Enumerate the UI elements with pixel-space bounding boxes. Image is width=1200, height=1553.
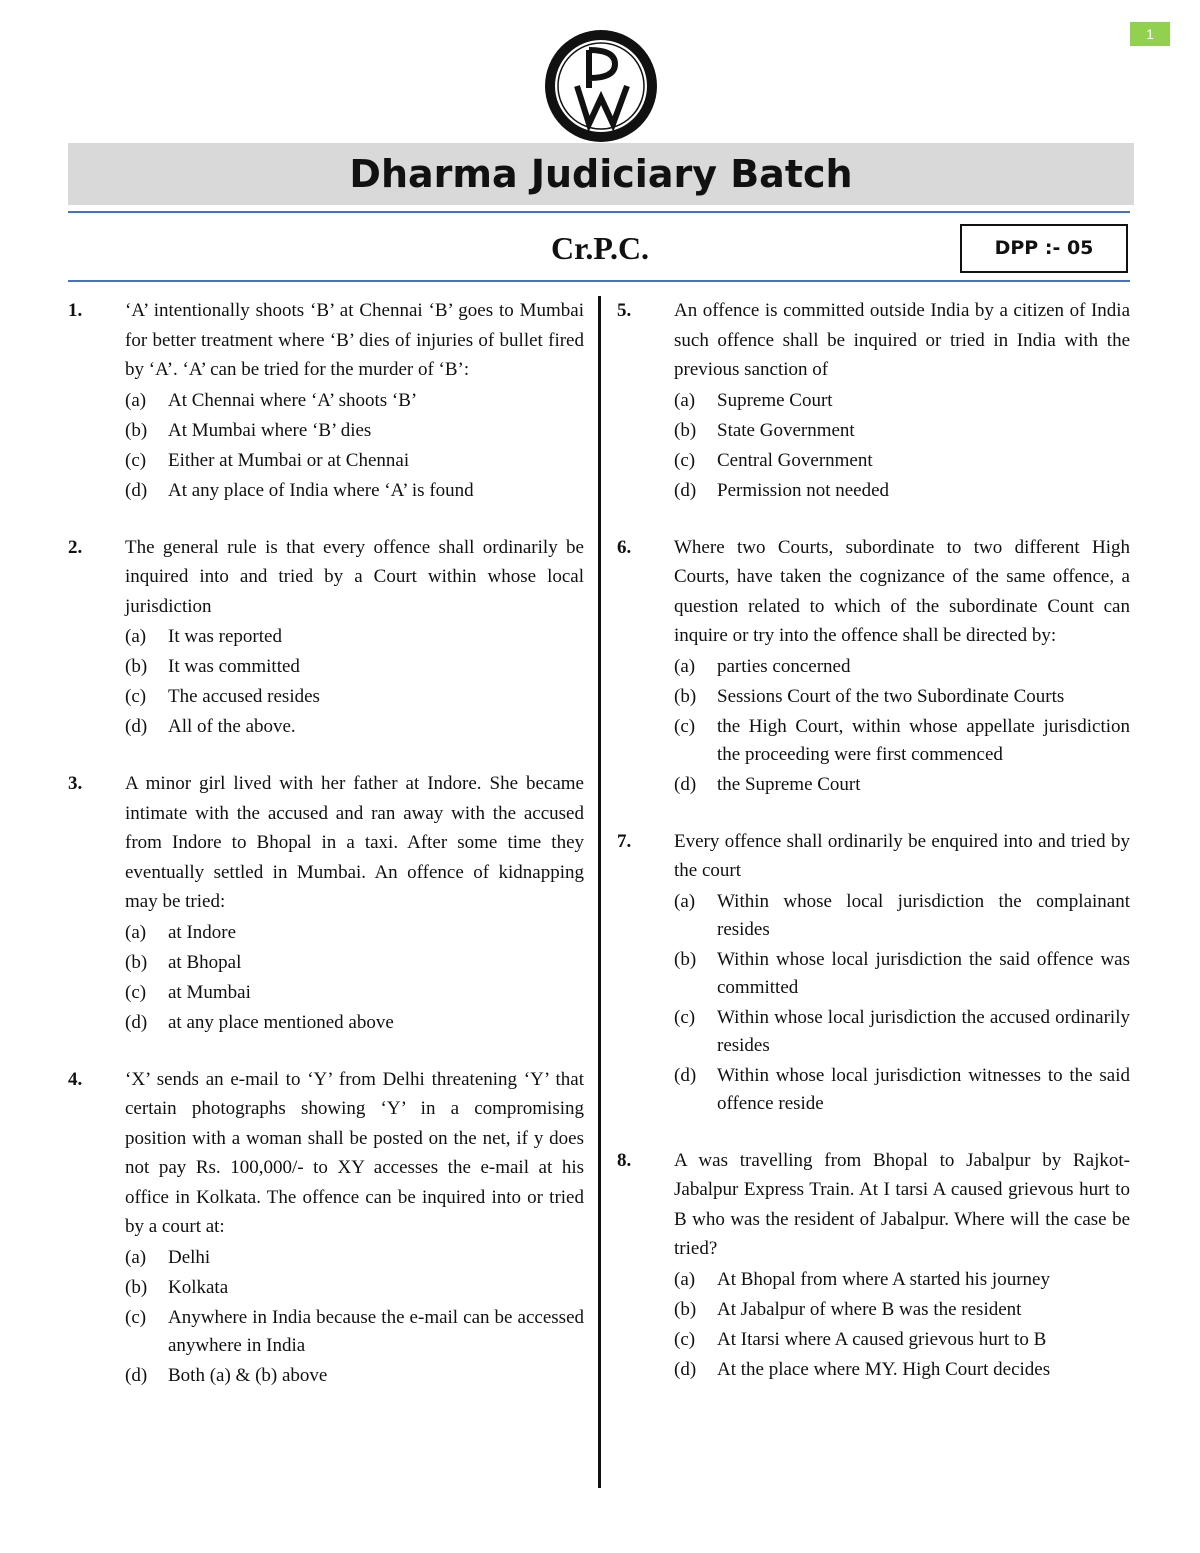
question-number: 4.	[68, 1068, 83, 1090]
option-label: (d)	[125, 1011, 148, 1033]
option-text: It was reported	[168, 626, 282, 647]
option-label: (b)	[125, 419, 148, 441]
option-label: (a)	[674, 890, 696, 912]
option-text: All of the above.	[168, 716, 296, 737]
option-label: (c)	[125, 981, 147, 1003]
option-text: Either at Mumbai or at Chennai	[168, 449, 410, 471]
option-text: At any place of India where ‘A’ is found	[168, 479, 474, 501]
option-item	[125, 1304, 584, 1360]
option-item	[125, 653, 584, 681]
option-text: Permission not needed	[717, 479, 890, 501]
option-item	[125, 1274, 584, 1302]
question-item	[68, 769, 584, 1037]
question-number: 5.	[617, 300, 632, 321]
option-text: It was committed	[168, 656, 300, 677]
batch-title: Dharma Judiciary Batch	[349, 152, 853, 196]
option-text: At Jabalpur of where B was the resident	[717, 1298, 1022, 1320]
option-text: Central Government	[717, 449, 873, 471]
option-label: (b)	[125, 951, 148, 973]
option-label: (d)	[125, 479, 148, 501]
option-label: (d)	[125, 1364, 148, 1386]
option-text: State Government	[717, 419, 855, 441]
option-text: Anywhere in India because the e-mail can be accessed anywhere in India	[168, 1306, 584, 1356]
option-label: (c)	[125, 1306, 147, 1328]
option-item	[125, 979, 584, 1007]
option-label: (c)	[674, 715, 696, 737]
option-text: At Itarsi where A caused grievous hurt to B	[717, 1328, 1047, 1350]
option-text: Within whose local jurisdiction the said offence was committed	[717, 948, 1130, 998]
option-text: Within whose local jurisdiction witnesses to the said offence reside	[717, 1064, 1130, 1114]
option-item	[125, 1244, 584, 1272]
option-label: (c)	[674, 1006, 696, 1028]
option-item	[125, 387, 584, 415]
option-item	[674, 1004, 1130, 1060]
option-item	[125, 1009, 584, 1037]
option-item	[674, 888, 1130, 944]
option-text: Both (a) & (b) above	[168, 1364, 328, 1386]
option-label: (b)	[674, 419, 697, 441]
question-head	[617, 533, 1130, 651]
option-item	[674, 713, 1130, 769]
option-list	[617, 1266, 1130, 1384]
option-text: Supreme Court	[717, 389, 833, 411]
option-label: (d)	[674, 773, 697, 795]
option-item	[674, 1296, 1130, 1324]
option-item	[674, 447, 1130, 475]
question-number: 8.	[617, 1149, 632, 1171]
option-text: At Mumbai where ‘B’ dies	[168, 419, 372, 441]
option-label: (a)	[674, 1268, 696, 1290]
title-bar	[68, 143, 1134, 205]
option-item	[125, 447, 584, 475]
option-item	[125, 623, 584, 651]
question-head	[68, 769, 584, 917]
option-item	[674, 1356, 1130, 1384]
option-label: (d)	[674, 1358, 697, 1380]
option-label: (b)	[125, 656, 148, 677]
option-text: Sessions Court of the two Subordinate Courts	[717, 685, 1065, 707]
header-rule-top	[68, 211, 1130, 213]
subject-title: Cr.P.C.	[550, 230, 650, 266]
option-list	[68, 1244, 584, 1390]
option-text: Kolkata	[168, 1276, 229, 1298]
option-list	[68, 919, 584, 1037]
question-number: 6.	[617, 536, 632, 558]
question-text: An offence is committed outside India by a citizen of India such offence shall be inquired or tried in India with the previous sanction of	[674, 300, 1130, 380]
question-number: 7.	[617, 830, 632, 852]
option-item	[674, 1266, 1130, 1294]
option-label: (c)	[125, 686, 147, 707]
option-item	[674, 946, 1130, 1002]
question-item	[68, 533, 584, 742]
question-text: The general rule is that every offence shall ordinarily be inquired into and tried by a Court within whose local jurisdiction	[125, 536, 584, 617]
option-label: (d)	[674, 479, 697, 501]
question-item	[68, 1065, 584, 1390]
option-item	[125, 949, 584, 977]
option-label: (d)	[125, 716, 148, 737]
page-number-badge: 1	[1130, 22, 1170, 46]
option-label: (b)	[125, 1276, 148, 1298]
question-text: Where two Courts, subordinate to two different High Courts, have taken the cognizance of the same offence, a question related to which of the subordinate Count can inquire or try into the offence shall be directed by:	[674, 536, 1130, 646]
option-item	[125, 919, 584, 947]
option-label: (c)	[125, 449, 147, 471]
option-label: (a)	[125, 1246, 147, 1268]
option-text: parties concerned	[717, 655, 851, 677]
option-text: the Supreme Court	[717, 773, 861, 795]
question-head	[68, 296, 584, 385]
option-text: Delhi	[168, 1246, 211, 1268]
option-item	[674, 771, 1130, 799]
option-label: (d)	[674, 1064, 697, 1086]
option-label: (a)	[125, 921, 147, 943]
option-label: (a)	[125, 626, 147, 647]
question-item	[617, 827, 1130, 1118]
header-rule-bottom	[68, 280, 1130, 282]
question-head	[617, 1146, 1130, 1264]
option-text: at Mumbai	[168, 981, 251, 1003]
option-label: (b)	[674, 948, 697, 970]
option-text: at any place mentioned above	[168, 1011, 394, 1033]
option-item	[674, 683, 1130, 711]
pw-logo	[543, 28, 659, 144]
option-item	[125, 713, 584, 741]
question-item	[617, 296, 1130, 505]
question-item	[68, 296, 584, 505]
option-list	[617, 888, 1130, 1118]
option-list	[617, 653, 1130, 799]
option-text: At Chennai where ‘A’ shoots ‘B’	[168, 389, 418, 411]
option-item	[674, 477, 1130, 505]
option-list	[68, 623, 584, 741]
option-text: Within whose local jurisdiction the accused ordinarily resides	[717, 1006, 1130, 1056]
question-head	[68, 1065, 584, 1242]
option-text: Within whose local jurisdiction the complainant resides	[717, 890, 1130, 940]
question-item	[617, 1146, 1130, 1384]
question-head	[68, 533, 584, 622]
option-list	[617, 387, 1130, 505]
option-item	[674, 653, 1130, 681]
question-number: 2.	[68, 536, 83, 558]
option-item	[674, 1326, 1130, 1354]
option-item	[125, 477, 584, 505]
option-text: at Bhopal	[168, 951, 242, 973]
question-item	[617, 533, 1130, 799]
option-text: At Bhopal from where A started his journey	[717, 1268, 1050, 1290]
option-label: (a)	[674, 389, 696, 411]
left-column	[68, 296, 584, 1418]
option-text: at Indore	[168, 921, 237, 943]
question-text: A minor girl lived with her father at Indore. She became intimate with the accused and ran away with the accused from Indore to Bhopal in a taxi. After some time they eventually settled in Mumbai. An offence of kidnapping may be tried:	[125, 773, 584, 912]
question-text: Every offence shall ordinarily be enquired into and tried by the court	[674, 830, 1130, 881]
question-number: 1.	[68, 300, 83, 321]
option-item	[125, 683, 584, 711]
option-label: (b)	[674, 685, 697, 707]
option-label: (a)	[125, 389, 147, 411]
option-label: (c)	[674, 1328, 696, 1350]
question-number: 3.	[68, 773, 83, 794]
question-text: ‘A’ intentionally shoots ‘B’ at Chennai ‘B’ goes to Mumbai for better treatment where ‘B’ dies of injuries of bullet fired by ‘A’. ‘A’ can be tried for the murder of ‘B’:	[125, 300, 584, 380]
option-item	[674, 387, 1130, 415]
option-label: (b)	[674, 1298, 697, 1320]
question-text: ‘X’ sends an e-mail to ‘Y’ from Delhi threatening ‘Y’ that certain photographs showing ‘Y’ in a compromising position with a woman shall be posted on the net, if y does not pay Rs. 100,000/- to XY accesses the e-mail at his office in Kolkata. The offence can be inquired into or tried by a court at:	[125, 1068, 584, 1237]
question-head	[617, 827, 1130, 886]
option-text: the High Court, within whose appellate jurisdiction the proceeding were first commenced	[717, 715, 1130, 765]
option-text: The accused resides	[168, 686, 320, 707]
option-item	[674, 1062, 1130, 1118]
dpp-number-box: DPP :- 05	[960, 224, 1128, 273]
option-item	[674, 417, 1130, 445]
option-label: (c)	[674, 449, 696, 471]
option-list	[68, 387, 584, 505]
right-column	[617, 296, 1130, 1412]
option-item	[125, 417, 584, 445]
column-divider	[598, 296, 601, 1488]
option-text: At the place where MY. High Court decides	[717, 1358, 1051, 1380]
question-text: A was travelling from Bhopal to Jabalpur by Rajkot-Jabalpur Express Train. At I tarsi A caused grievous hurt to B who was the resident of Jabalpur. Where will the case be tried?	[674, 1149, 1130, 1259]
option-item	[125, 1362, 584, 1390]
option-label: (a)	[674, 655, 696, 677]
question-head	[617, 296, 1130, 385]
